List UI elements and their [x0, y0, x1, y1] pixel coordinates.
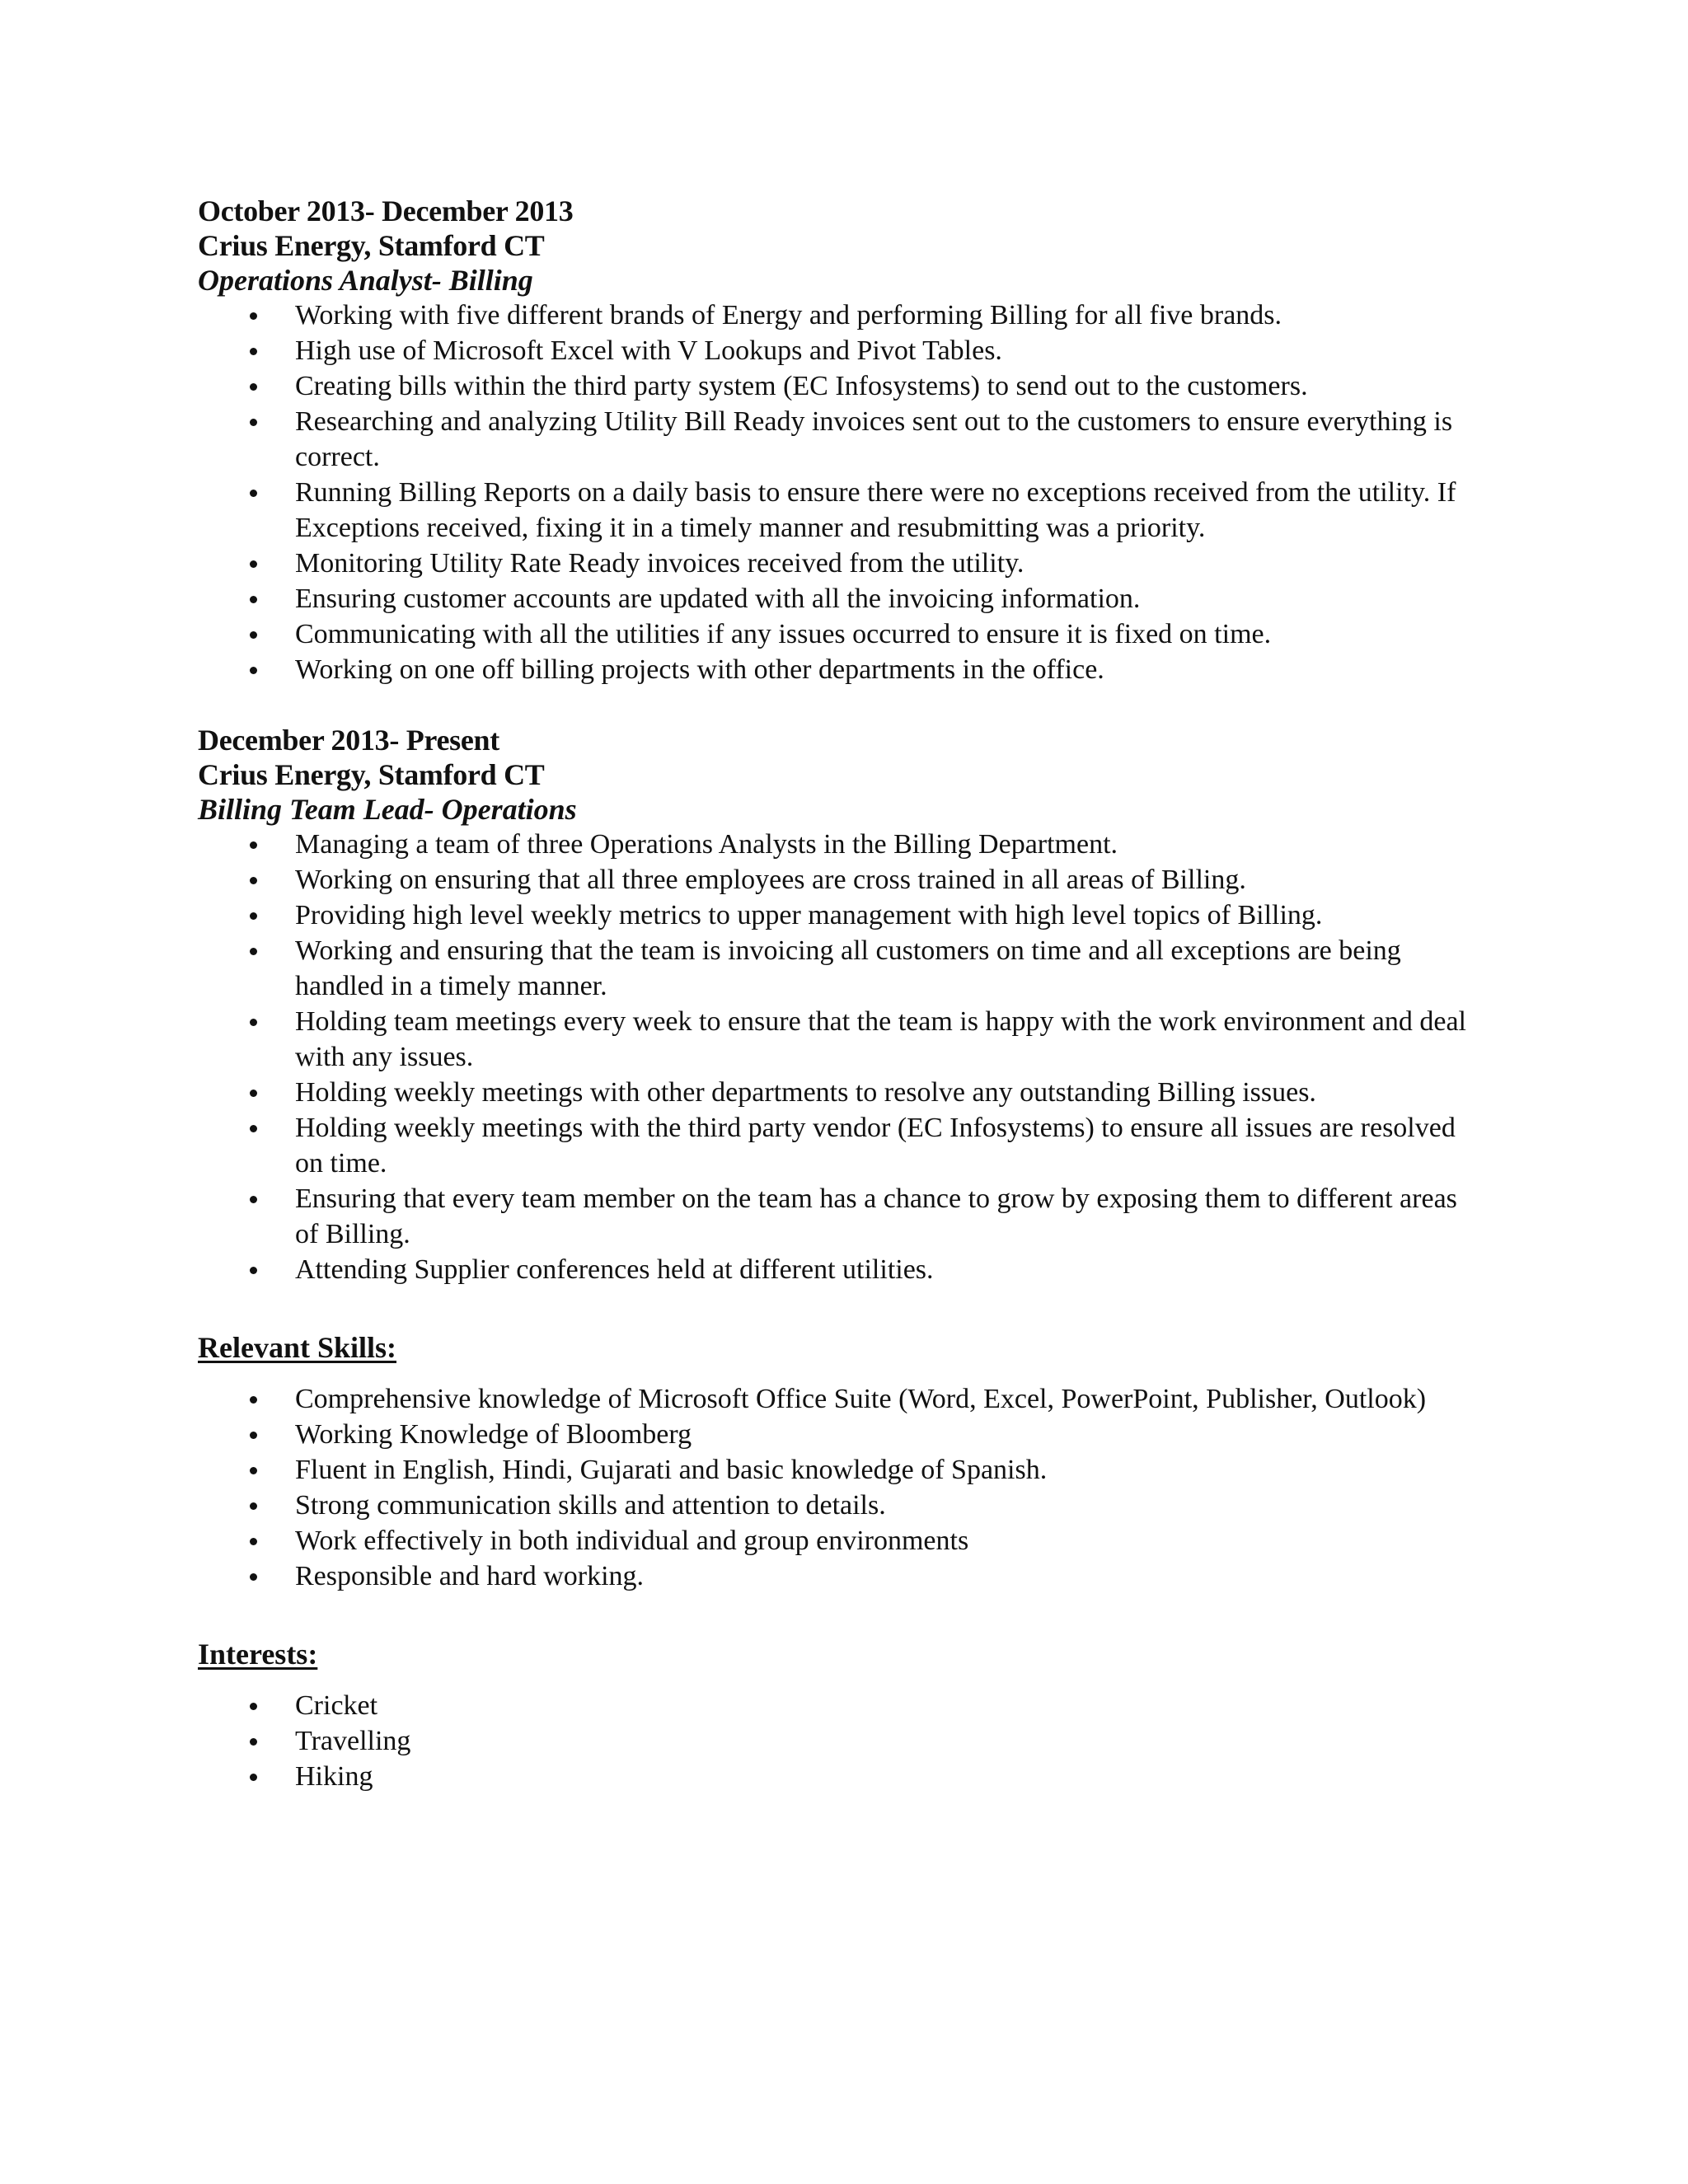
job-company: Crius Energy, Stamford CT — [198, 229, 545, 262]
bullet-icon — [250, 912, 257, 920]
bullet-icon — [250, 948, 257, 955]
list-item-text: Attending Supplier conferences held at different utilities. — [295, 1254, 934, 1285]
list-item — [198, 1452, 1484, 1488]
list-item — [198, 898, 1484, 933]
list-item — [198, 1723, 1484, 1759]
job-title: Operations Analyst- Billing — [198, 264, 533, 297]
bullet-icon — [250, 1538, 257, 1545]
list-item-text: Creating bills within the third party system (EC Infosystems) to send out to the customers. — [295, 371, 1308, 401]
resume-content — [198, 194, 1484, 1794]
list-item — [198, 298, 1484, 333]
list-item-text: Holding weekly meetings with the third party vendor (EC Infosystems) to ensure all issues are resolved on time. — [295, 1113, 1456, 1179]
list-item — [198, 862, 1484, 898]
job-bullet-list — [198, 298, 1484, 687]
bullet-icon — [250, 1196, 257, 1203]
list-item — [198, 1381, 1484, 1417]
list-item-text: Working with five different brands of Energy and performing Billing for all five brands. — [295, 300, 1282, 330]
list-item-text: Communicating with all the utilities if any issues occurred to ensure it is fixed on time. — [295, 619, 1272, 649]
interests-heading: Interests: — [198, 1638, 318, 1671]
bullet-icon — [250, 312, 257, 320]
list-item — [198, 1488, 1484, 1523]
list-item-text: Hiking — [295, 1761, 373, 1792]
bullet-icon — [250, 490, 257, 497]
list-item-text: Providing high level weekly metrics to upper management with high level topics of Billing. — [295, 900, 1323, 930]
list-item — [198, 1417, 1484, 1452]
list-item-text: Working on one off billing projects with other departments in the office. — [295, 654, 1104, 685]
bullet-icon — [250, 1738, 257, 1746]
bullet-icon — [250, 631, 257, 639]
list-item-text: Managing a team of three Operations Analysts in the Billing Department. — [295, 829, 1118, 860]
job-dates: December 2013- Present — [198, 724, 499, 757]
skills-list — [198, 1381, 1484, 1594]
list-item-text: Strong communication skills and attention to details. — [295, 1490, 886, 1521]
list-item — [198, 581, 1484, 616]
bullet-icon — [250, 667, 257, 674]
list-item-text: Researching and analyzing Utility Bill Ready invoices sent out to the customers to ensure everything is correct. — [295, 406, 1453, 472]
list-item-text: Responsible and hard working. — [295, 1561, 645, 1591]
bullet-icon — [250, 1502, 257, 1510]
list-item-text: Monitoring Utility Rate Ready invoices received from the utility. — [295, 548, 1025, 579]
list-item — [198, 652, 1484, 687]
job-company: Crius Energy, Stamford CT — [198, 758, 545, 791]
bullet-icon — [250, 383, 257, 391]
list-item — [198, 333, 1484, 368]
bullet-icon — [250, 1774, 257, 1781]
list-item-text: Working and ensuring that the team is invoicing all customers on time and all exceptions are being handled in a timely manner. — [295, 935, 1401, 1001]
list-item — [198, 1523, 1484, 1558]
bullet-icon — [250, 1396, 257, 1404]
list-item-text: Fluent in English, Hindi, Gujarati and basic knowledge of Spanish. — [295, 1455, 1048, 1485]
list-item-text: Running Billing Reports on a daily basis to ensure there were no exceptions received from the utility. If Exceptions received, fixing it in a timely manner and resubmitting was a priority. — [295, 477, 1456, 543]
bullet-icon — [250, 1432, 257, 1439]
list-item — [198, 1110, 1484, 1181]
list-item-text: Travelling — [295, 1726, 411, 1756]
list-item-text: High use of Microsoft Excel with V Lookups and Pivot Tables. — [295, 335, 1002, 366]
list-item-text: Working on ensuring that all three employees are cross trained in all areas of Billing. — [295, 865, 1246, 895]
bullet-icon — [250, 877, 257, 884]
list-item-text: Work effectively in both individual and group environments — [295, 1526, 969, 1556]
list-item — [198, 616, 1484, 652]
job-bullet-list — [198, 827, 1484, 1287]
list-item — [198, 1004, 1484, 1075]
job-dates: October 2013- December 2013 — [198, 194, 574, 227]
bullet-icon — [250, 1467, 257, 1474]
bullet-icon — [250, 560, 257, 568]
list-item-text: Ensuring that every team member on the team has a chance to grow by exposing them to different areas of Billing. — [295, 1183, 1457, 1249]
interests-section — [198, 1637, 1484, 1794]
list-item — [198, 1558, 1484, 1594]
list-item — [198, 827, 1484, 862]
job-entry — [198, 194, 1484, 687]
bullet-icon — [250, 1703, 257, 1710]
job-title: Billing Team Lead- Operations — [198, 793, 577, 826]
list-item-text: Cricket — [295, 1690, 378, 1721]
list-item — [198, 1075, 1484, 1110]
skills-heading: Relevant Skills: — [198, 1331, 397, 1364]
list-item — [198, 368, 1484, 404]
interests-list — [198, 1688, 1484, 1794]
list-item — [198, 475, 1484, 546]
bullet-icon — [250, 1125, 257, 1132]
list-item — [198, 933, 1484, 1004]
list-item-text: Ensuring customer accounts are updated with all the invoicing information. — [295, 583, 1141, 614]
bullet-icon — [250, 1090, 257, 1097]
list-item-text: Working Knowledge of Bloomberg — [295, 1419, 692, 1450]
list-item — [198, 1688, 1484, 1723]
bullet-icon — [250, 419, 257, 426]
bullet-icon — [250, 348, 257, 355]
bullet-icon — [250, 1267, 257, 1274]
bullet-icon — [250, 841, 257, 849]
list-item-text: Holding team meetings every week to ensure that the team is happy with the work environment and deal with any issues. — [295, 1006, 1466, 1072]
list-item-text: Holding weekly meetings with other departments to resolve any outstanding Billing issues. — [295, 1077, 1316, 1108]
list-item — [198, 1252, 1484, 1287]
bullet-icon — [250, 1573, 257, 1581]
list-item — [198, 546, 1484, 581]
job-entry — [198, 723, 1484, 1287]
list-item — [198, 404, 1484, 475]
bullet-icon — [250, 596, 257, 603]
list-item-text: Comprehensive knowledge of Microsoft Office Suite (Word, Excel, PowerPoint, Publisher, Outlook) — [295, 1384, 1427, 1414]
list-item — [198, 1181, 1484, 1252]
bullet-icon — [250, 1019, 257, 1026]
skills-section — [198, 1330, 1484, 1594]
list-item — [198, 1759, 1484, 1794]
